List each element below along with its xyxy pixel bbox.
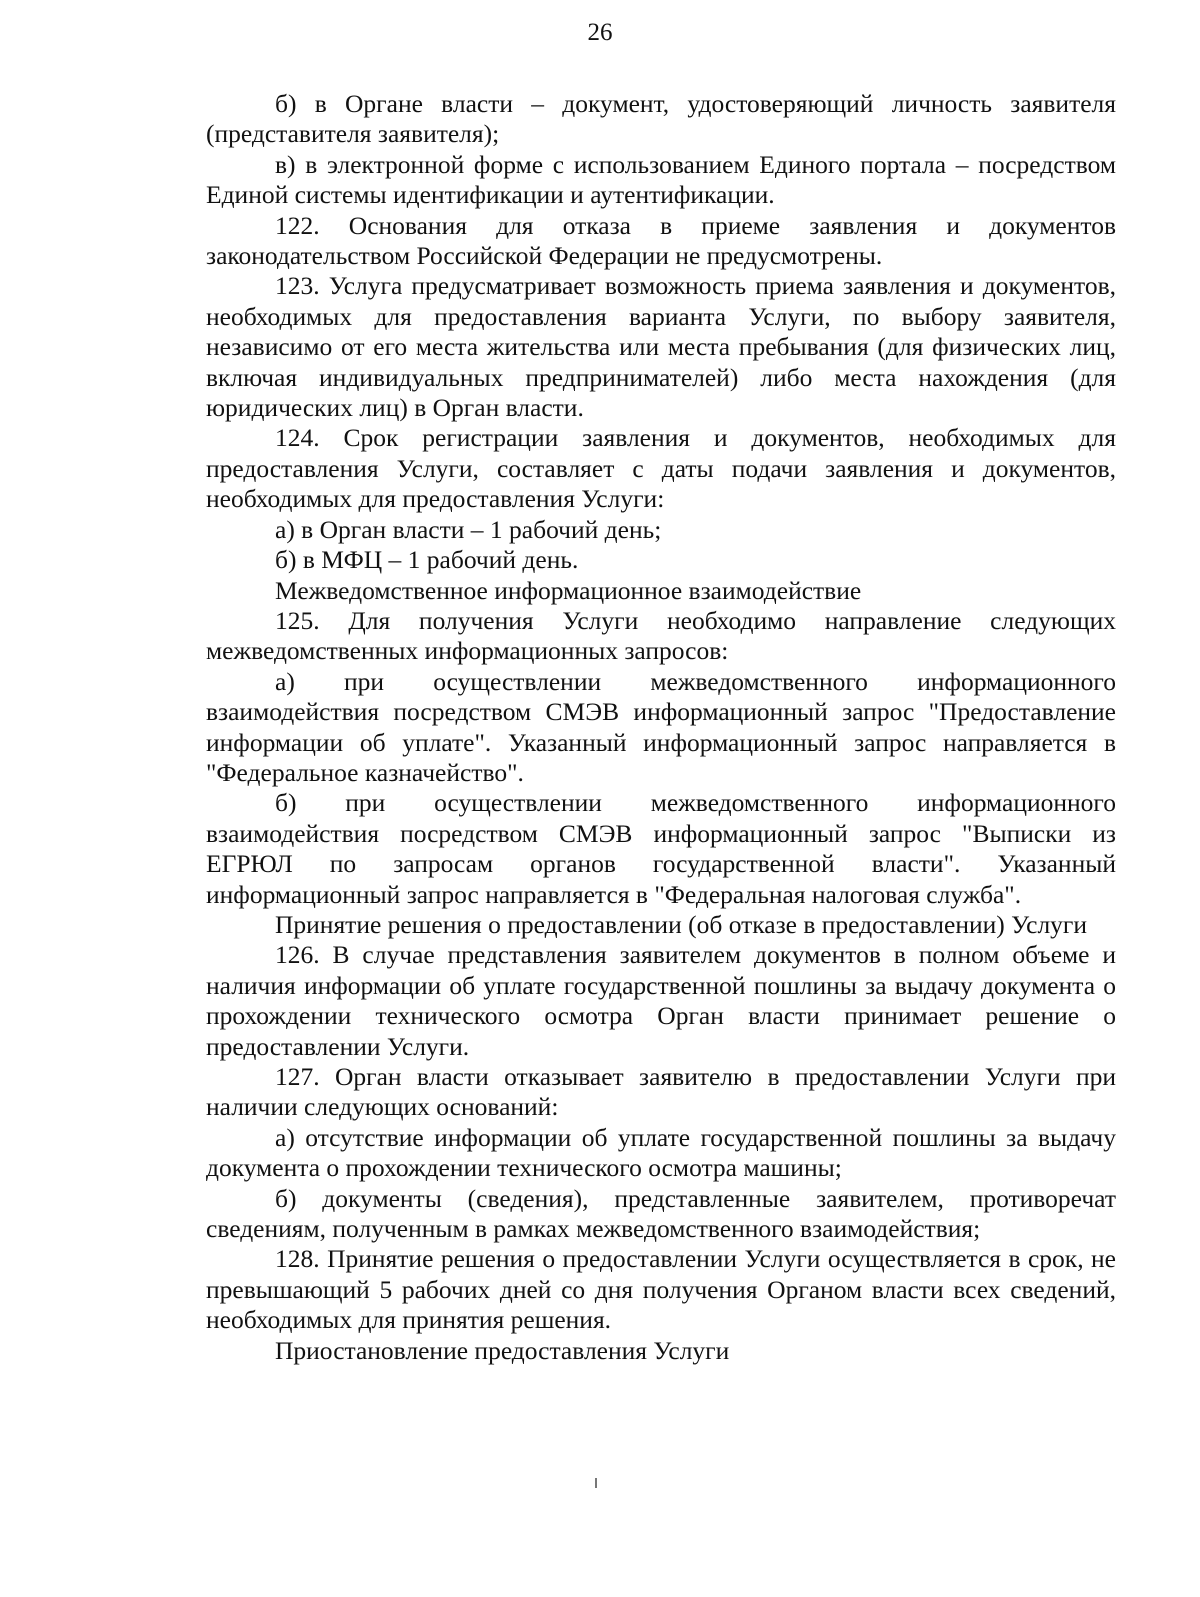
paragraph-v-electronic-form: в) в электронной форме с использованием Единого портала – посредством Единой системы идентификации и аутентификации. (206, 149, 1116, 210)
paragraph-124-b: б) в МФЦ – 1 рабочий день. (275, 545, 579, 575)
paragraph-123: 123. Услуга предусматривает возможность приема заявления и документов, необходимых для предоставления варианта Услуги, по выбору заявителя, независимо от его места жительства или места пребывания (для физических лиц, включая индивидуальных предпринимателей) либо места нахождения (для юридических лиц) в Орган власти. (206, 271, 1116, 423)
paragraph-125: 125. Для получения Услуги необходимо направление следующих межведомственных информационных запросов: (206, 605, 1116, 666)
paragraph-b-identity-document: б) в Органе власти – документ, удостоверяющий личность заявителя (представителя заявителя); (206, 89, 1116, 149)
paragraph-126: 126. В случае представления заявителем документов в полном объеме и наличия информации об уплате государственной пошлины за выдачу документа о прохождении технического осмотра Орган власти принимает решение о предоставлении Услуги. (206, 940, 1116, 1061)
paragraph-128: 128. Принятие решения о предоставлении Услуги осуществляется в срок, не превышающий 5 рабочих дней со дня получения Органом власти всех сведений, необходимых для принятия решения. (206, 1244, 1116, 1335)
section-heading-decision: Принятие решения о предоставлении (об отказе в предоставлении) Услуги (275, 909, 1088, 939)
paragraph-124: 124. Срок регистрации заявления и документов, необходимых для предоставления Услуги, составляет с даты подачи заявления и документов, необходимых для предоставления Услуги: (206, 423, 1116, 514)
section-heading-suspension: Приостановление предоставления Услуги (275, 1335, 730, 1365)
page-number: 26 (587, 19, 613, 46)
document-body (206, 89, 1116, 1366)
paragraph-124-a: а) в Орган власти – 1 рабочий день; (275, 514, 662, 544)
paragraph-127: 127. Орган власти отказывает заявителю в предоставлении Услуги при наличии следующих оснований: (206, 1062, 1116, 1122)
paragraph-127-a: а) отсутствие информации об уплате государственной пошлины за выдачу документа о прохождении технического осмотра машины; (206, 1122, 1116, 1183)
scan-mark (595, 1478, 597, 1488)
paragraph-125-b: б) при осуществлении межведомственного информационного взаимодействия посредством СМЭВ информационный запрос "Выписки из ЕГРЮЛ по запросам органов государственной власти". Указанный информационный запрос направляется в "Федеральная налоговая служба". (206, 788, 1116, 909)
paragraph-127-b: б) документы (сведения), представленные заявителем, противоречат сведениям, полученным в рамках межведомственного взаимодействия; (206, 1183, 1116, 1244)
section-heading-interagency: Межведомственное информационное взаимодействие (275, 575, 862, 605)
paragraph-125-a: а) при осуществлении межведомственного информационного взаимодействия посредством СМЭВ информационный запрос "Предоставление информации об уплате". Указанный информационный запрос направляется в "Федеральное казначейство". (206, 666, 1116, 787)
paragraph-122: 122. Основания для отказа в приеме заявления и документов законодательством Российской Федерации не предусмотрены. (206, 210, 1116, 271)
